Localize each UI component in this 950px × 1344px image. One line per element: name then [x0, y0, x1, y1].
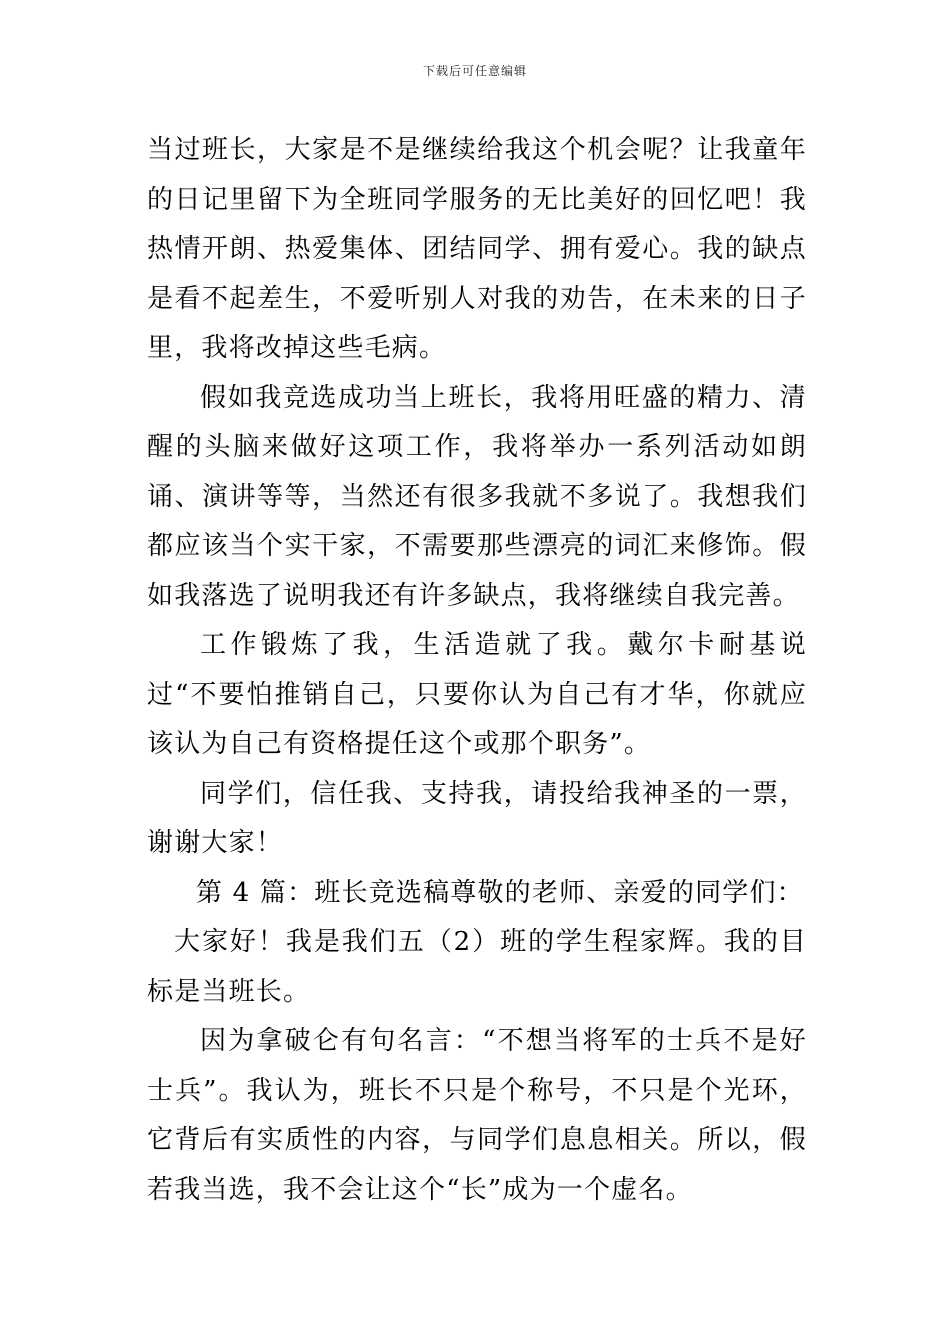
document-body: [147, 126, 807, 1215]
page-header-note: 下载后可任意编辑: [422, 64, 527, 78]
paragraph-vote-appeal: 同学们，信任我、支持我，请投给我神圣的一票，谢谢大家！: [147, 778, 807, 858]
section-heading-part-4: 第 4 篇：班长竞选稿尊敬的老师、亲爱的同学们：: [196, 877, 804, 908]
paragraph-carnegie-quote: 工作锻炼了我，生活造就了我。戴尔卡耐基说过“不要怕推销自己，只要你认为自己有才华，你就应该认为自己有资格提任这个或那个职务”。: [147, 630, 807, 759]
paragraph-continuation: 当过班长，大家是不是继续给我这个机会呢？让我童年的日记里留下为全班同学服务的无比美好的回忆吧！我热情开朗、热爱集体、团结同学、拥有爱心。我的缺点是看不起差生，不爱听别人对我的劝告，在未来的日子里，我将改掉这些毛病。: [147, 135, 807, 363]
paragraph-napoleon-quote: 因为拿破仑有句名言：“不想当将军的士兵不是好士兵”。我认为，班长不只是个称号，不只是个光环，它背后有实质性的内容，与同学们息息相关。所以，假若我当选，我不会让这个“长”成为一个虚名。: [147, 1026, 807, 1205]
paragraph-greeting: 大家好！我是我们五（2）班的学生程家辉。我的目标是当班长。: [147, 927, 807, 1007]
paragraph-election-plan: 假如我竞选成功当上班长，我将用旺盛的精力、清醒的头脑来做好这项工作，我将举办一系列活动如朗诵、演讲等等，当然还有很多我就不多说了。我想我们都应该当个实干家，不需要那些漂亮的词汇来修饰。假如我落选了说明我还有许多缺点，我将继续自我完善。: [147, 382, 807, 611]
